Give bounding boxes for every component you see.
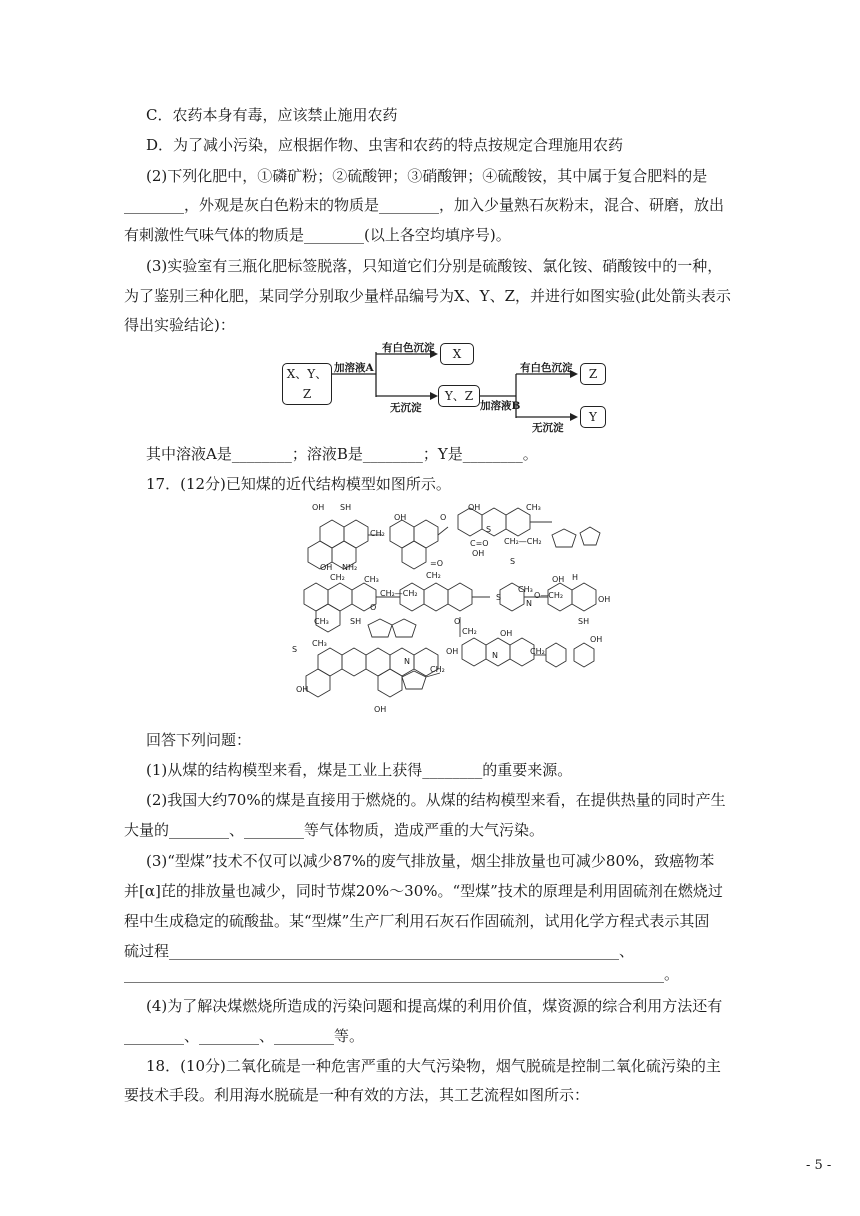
result-z-label: Z [588,367,598,381]
label-ch2-6: CH₂ [430,665,445,674]
q18-line1: 18．(10分)二氧化硫是一种危害严重的大气污染物，烟气脱硫是控制二氧化硫污染的主 [146,1057,721,1075]
label-oh-6: OH [552,575,565,584]
label-nh2: NH₂ [342,563,358,572]
label-sh-2: SH [350,617,362,626]
q17-3-line1: (3)“型煤”技术不仅可以减少87%的废气排放量，烟尘排放量也可减少80%，致癌物苯 [146,852,715,870]
q17-3-line5: ________________________________________________________________________。 [124,965,680,983]
q3-line2: 为了鉴别三种化肥，某同学分别取少量样品编号为X、Y、Z，并进行如图实验(此处箭头表示 [124,287,731,305]
q17-title: 17．(12分)已知煤的近代结构模型如图所示。 [146,475,451,493]
answer-prompt: 回答下列问题： [146,731,252,749]
q17-2-line1: (2)我国大约70%的煤是直接用于燃烧的。从煤的结构模型来看，在提供热量的同时产生 [146,791,726,809]
no-precipitate-label-1: 无沉淀 [390,402,422,414]
coal-structure-model [290,505,620,720]
option-c: C．农药本身有毒，应该禁止施用农药 [146,106,398,124]
label-s-3: S [496,593,502,602]
label-ch2-4: CH₂ [462,627,477,636]
white-precipitate-label-2: 有白色沉淀 [520,362,573,374]
start-label: X、Y、Z [286,367,328,401]
label-oh-2: OH [320,563,333,572]
label-eq-o: =O [430,559,443,568]
q18-line2: 要技术手段。利用海水脱硫是一种有效的方法，其工艺流程如图所示： [124,1086,590,1104]
label-ch3-1: CH₃ [526,503,541,512]
label-ch2-3: CH₂ [426,571,441,580]
q2-line3: 有刺激性气味气体的物质是________(以上各空均填序号)。 [124,226,511,244]
label-oh-8: OH [296,685,309,694]
option-d: D．为了减小污染，应根据作物、虫害和农药的特点按规定合理施用农药 [146,136,624,154]
q3-line1: (3)实验室有三瓶化肥标签脱落，只知道它们分别是硫酸铵、氯化铵、硝酸铵中的一种， [146,257,723,275]
q2-line2: ________，外观是灰白色粉末的物质是________，加入少量熟石灰粉末，混合、研磨，放出 [124,196,725,214]
coal-structure-drawing [290,505,620,720]
label-oh-9: OH [374,705,387,714]
label-ch2-1: CH₂ [370,529,385,538]
q17-2-line2: 大量的________、________等气体物质，造成严重的大气污染。 [124,821,545,839]
label-oh-5: OH [472,549,485,558]
result-y-label: Y [589,410,597,424]
label-oh-12: OH [590,635,603,644]
q17-4-line2: ________、________、________等。 [124,1027,365,1045]
result-y-box [580,406,606,428]
label-o-1: O [440,513,447,522]
label-o-2: O [370,603,377,612]
start-box [282,363,332,405]
label-ch3-5: CH₃ [312,639,327,648]
reagent-a-label: 加溶液A [334,362,374,374]
label-s-4: S [292,645,298,654]
label-oh-7: OH [598,595,611,604]
label-ch2ch2-2: CH₂—CH₂ [380,589,418,598]
label-oh-10: OH [446,647,459,656]
q3-answer-line: 其中溶液A是________；溶液B是________；Y是________。 [146,445,538,463]
q3-line3: 得出实验结论)： [124,316,235,334]
label-n-1: N [526,599,532,608]
result-x-label: X [452,347,462,361]
label-ch3-2: CH₃ [364,575,379,584]
label-ch3-3: CH₃ [314,617,329,626]
label-oh-3: OH [394,513,407,522]
q17-3-line2: 并[α]芘的排放量也减少，同时节煤20%～30%。“型煤”技术的原理是利用固硫剂在燃烧过 [124,882,723,900]
label-s-2: S [510,557,516,566]
no-precipitate-label-2: 无沉淀 [532,422,564,434]
label-sh-3: SH [578,617,590,626]
result-z-box [580,363,606,385]
identification-flowchart [280,338,610,438]
white-precipitate-label-1: 有白色沉淀 [382,342,435,354]
mid-label: Y、Z [444,389,474,403]
q17-1: (1)从煤的结构模型来看，煤是工业上获得________的重要来源。 [146,761,573,779]
label-h-1: H [572,573,579,582]
q17-4-line1: (4)为了解决煤燃烧所造成的污染问题和提高煤的利用价值，煤资源的综合利用方法还有 [146,997,723,1015]
label-oh-1: OH [312,503,325,512]
label-co: C=O [470,539,489,548]
label-och2: O—CH₂ [534,591,564,600]
q17-3-line4: 硫过程____________________________________________________________、 [124,942,635,960]
label-n-3: N [492,651,498,660]
q17-3-line3: 程中生成稳定的硫酸盐。某“型煤”生产厂利用石灰石作固硫剂，试用化学方程式表示其固 [124,912,710,930]
label-oh-4: OH [468,503,481,512]
label-ch2ch2: CH₂—CH₂ [504,537,542,546]
mid-box [438,385,480,407]
q2-line1: (2)下列化肥中，①磷矿粉；②硫酸钾；③硝酸钾；④硫酸铵，其中属于复合肥料的是 [146,167,708,185]
reagent-b-label: 加溶液B [480,400,521,412]
result-x-box [440,343,474,365]
label-ch3-4: CH₃ [518,585,533,594]
label-oh-11: OH [500,629,513,638]
label-sh-1: SH [340,503,352,512]
page-number: - 5 - [806,1158,832,1173]
label-n-2: N [404,657,410,666]
label-s-1: S [486,525,492,534]
label-ch2-5: CH₂ [530,647,545,656]
label-o-3: O [454,617,461,626]
label-ch2-2: CH₂ [330,573,345,582]
